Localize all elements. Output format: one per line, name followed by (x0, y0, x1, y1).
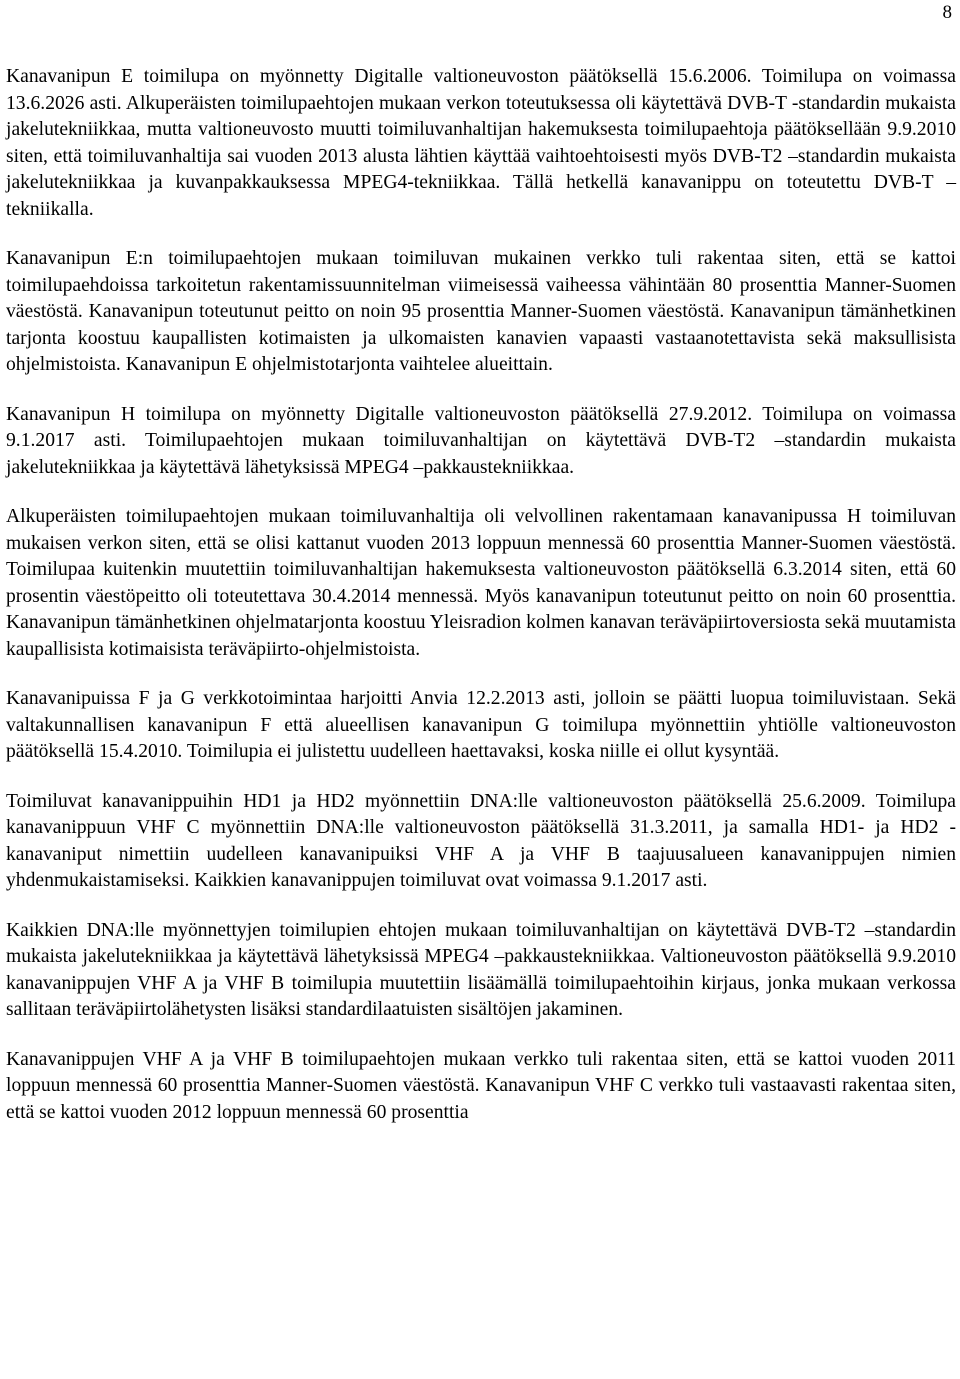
paragraph-vhf-peitto: Kanavanippujen VHF A ja VHF B toimilupaehtojen mukaan verkko tuli rakentaa siten, että se kattoi vuoden 2011 loppuun mennessä 60 prosenttia Manner-Suomen väestöstä. Kanavanipun VHF C verkko tuli vastaavasti rakentaa siten, että se kattoi vuoden 2012 loppuun mennessä 60 prosenttia (6, 1048, 956, 1123)
page-number: 8 (942, 2, 952, 23)
paragraph-kanavanippu-e-toimilupa: Kanavanipun E toimilupa on myönnetty Digitalle valtioneuvoston päätöksellä 15.6.2006. Toimilupa on voimassa 13.6.2026 asti. Alkuperäisten toimilupaehtojen mukaan verkon toteutuksessa oli käytettävä DVB-T -standardin mukaista jakelutekniikkaa, mutta valtioneuvosto muutti toimiluvanhaltijan hakemuksesta toimilupaehtoja päätöksellään 9.9.2010 siten, että toimiluvanhaltija sai vuoden 2013 alusta lähtien käyttää vaihtoehtoisesti myös DVB-T2 –standardin mukaista jakelutekniikkaa ja kuvanpakkauksessa MPEG4-tekniikkaa. Tällä hetkellä kanavanippu on toteutettu DVB-T –tekniikalla. (6, 66, 956, 220)
paragraph-dna-toimilupaehdot: Kaikkien DNA:lle myönnettyjen toimilupien ehtojen mukaan toimiluvanhaltijan on käytettävä DVB-T2 –standardin mukaista jakelutekniikkaa ja käytettävä lähetyksissä MPEG4 –pakkaustekniikkaa. Valtioneuvoston päätöksellä 9.9.2010 kanavanippujen VHF A ja VHF B toimilupia muutettiin lisäämällä toimilupaehtoihin kirjaus, jonka mukaan verkossa sallitaan teräväpiirtolähetysten lisäksi standardilaatuisten sisältöjen jakaminen. (6, 919, 956, 1020)
document-body (6, 64, 956, 1149)
paragraph-dna-toimiluvat: Toimiluvat kanavanippuihin HD1 ja HD2 myönnettiin DNA:lle valtioneuvoston päätöksellä 25.6.2009. Toimilupa kanavanippuun VHF C myönnettiin DNA:lle valtioneuvoston päätöksellä 31.3.2011, ja samalla HD1- ja HD2 -kanavaniput nimettiin uudelleen kanavanipuiksi VHF A ja VHF B taajuusalueen kanavanippujen nimien yhdenmukaistamiseksi. Kaikkien kanavanippujen toimiluvat ovat voimassa 9.1.2017 asti. (6, 790, 956, 891)
paragraph-kanavanippu-h-toimilupa: Kanavanipun H toimilupa on myönnetty Digitalle valtioneuvoston päätöksellä 27.9.2012. Toimilupa on voimassa 9.1.2017 asti. Toimilupaehtojen mukaan toimiluvanhaltijan on käytettävä DVB-T2 –standardin mukaista jakelutekniikkaa ja käytettävä lähetyksissä MPEG4 –pakkaustekniikkaa. (6, 403, 956, 478)
paragraph-kanavaniput-f-g: Kanavanipuissa F ja G verkkotoimintaa harjoitti Anvia 12.2.2013 asti, jolloin se päätti luopua toimiluvistaan. Sekä valtakunnallisen kanavanipun F että alueellisen kanavanipun G toimilupa myönnettiin yhtiölle valtioneuvoston päätöksellä 15.4.2010. Toimilupia ei julistettu uudelleen haettavaksi, koska niille ei ollut kysyntää. (6, 688, 956, 762)
paragraph-kanavanippu-e-peitto: Kanavanipun E:n toimilupaehtojen mukaan toimiluvan mukainen verkko tuli rakentaa siten, että se kattoi toimilupaehdoissa tarkoitetun rakentamissuunnitelman viimeisessä vaiheessa vähintään 80 prosenttia Manner-Suomen väestöstä. Kanavanipun toteutunut peitto on noin 95 prosenttia Manner-Suomen väestöstä. Kanavanipun tämänhetkinen tarjonta koostuu kaupallisten kotimaisten ja ulkomaisten kanavien vapaasti vastaanotettavista sekä maksullisista ohjelmistoista. Kanavanipun E ohjelmistotarjonta vaihtelee alueittain. (6, 248, 956, 375)
paragraph-kanavanippu-h-peitto: Alkuperäisten toimilupaehtojen mukaan toimiluvanhaltija oli velvollinen rakentamaan kanavanipussa H toimiluvan mukaisen verkon siten, että se olisi kattanut vuoden 2013 loppuun mennessä 60 prosenttia Manner-Suomen väestöstä. Toimilupaa kuitenkin muutettiin toimiluvanhaltijan hakemuksesta valtioneuvoston päätöksellä 6.3.2014 siten, että 60 prosentin väestöpeitto oli toteutettava 30.4.2014 mennessä. Myös kanavanipun toteutunut peitto on noin 60 prosenttia. Kanavanipun tämänhetkinen ohjelmatarjonta koostuu Yleisradion kolmen kanavan teräväpiirtoversiosta sekä muutamista kaupallisista kotimaisista teräväpiirto-ohjelmistoista. (6, 506, 956, 660)
